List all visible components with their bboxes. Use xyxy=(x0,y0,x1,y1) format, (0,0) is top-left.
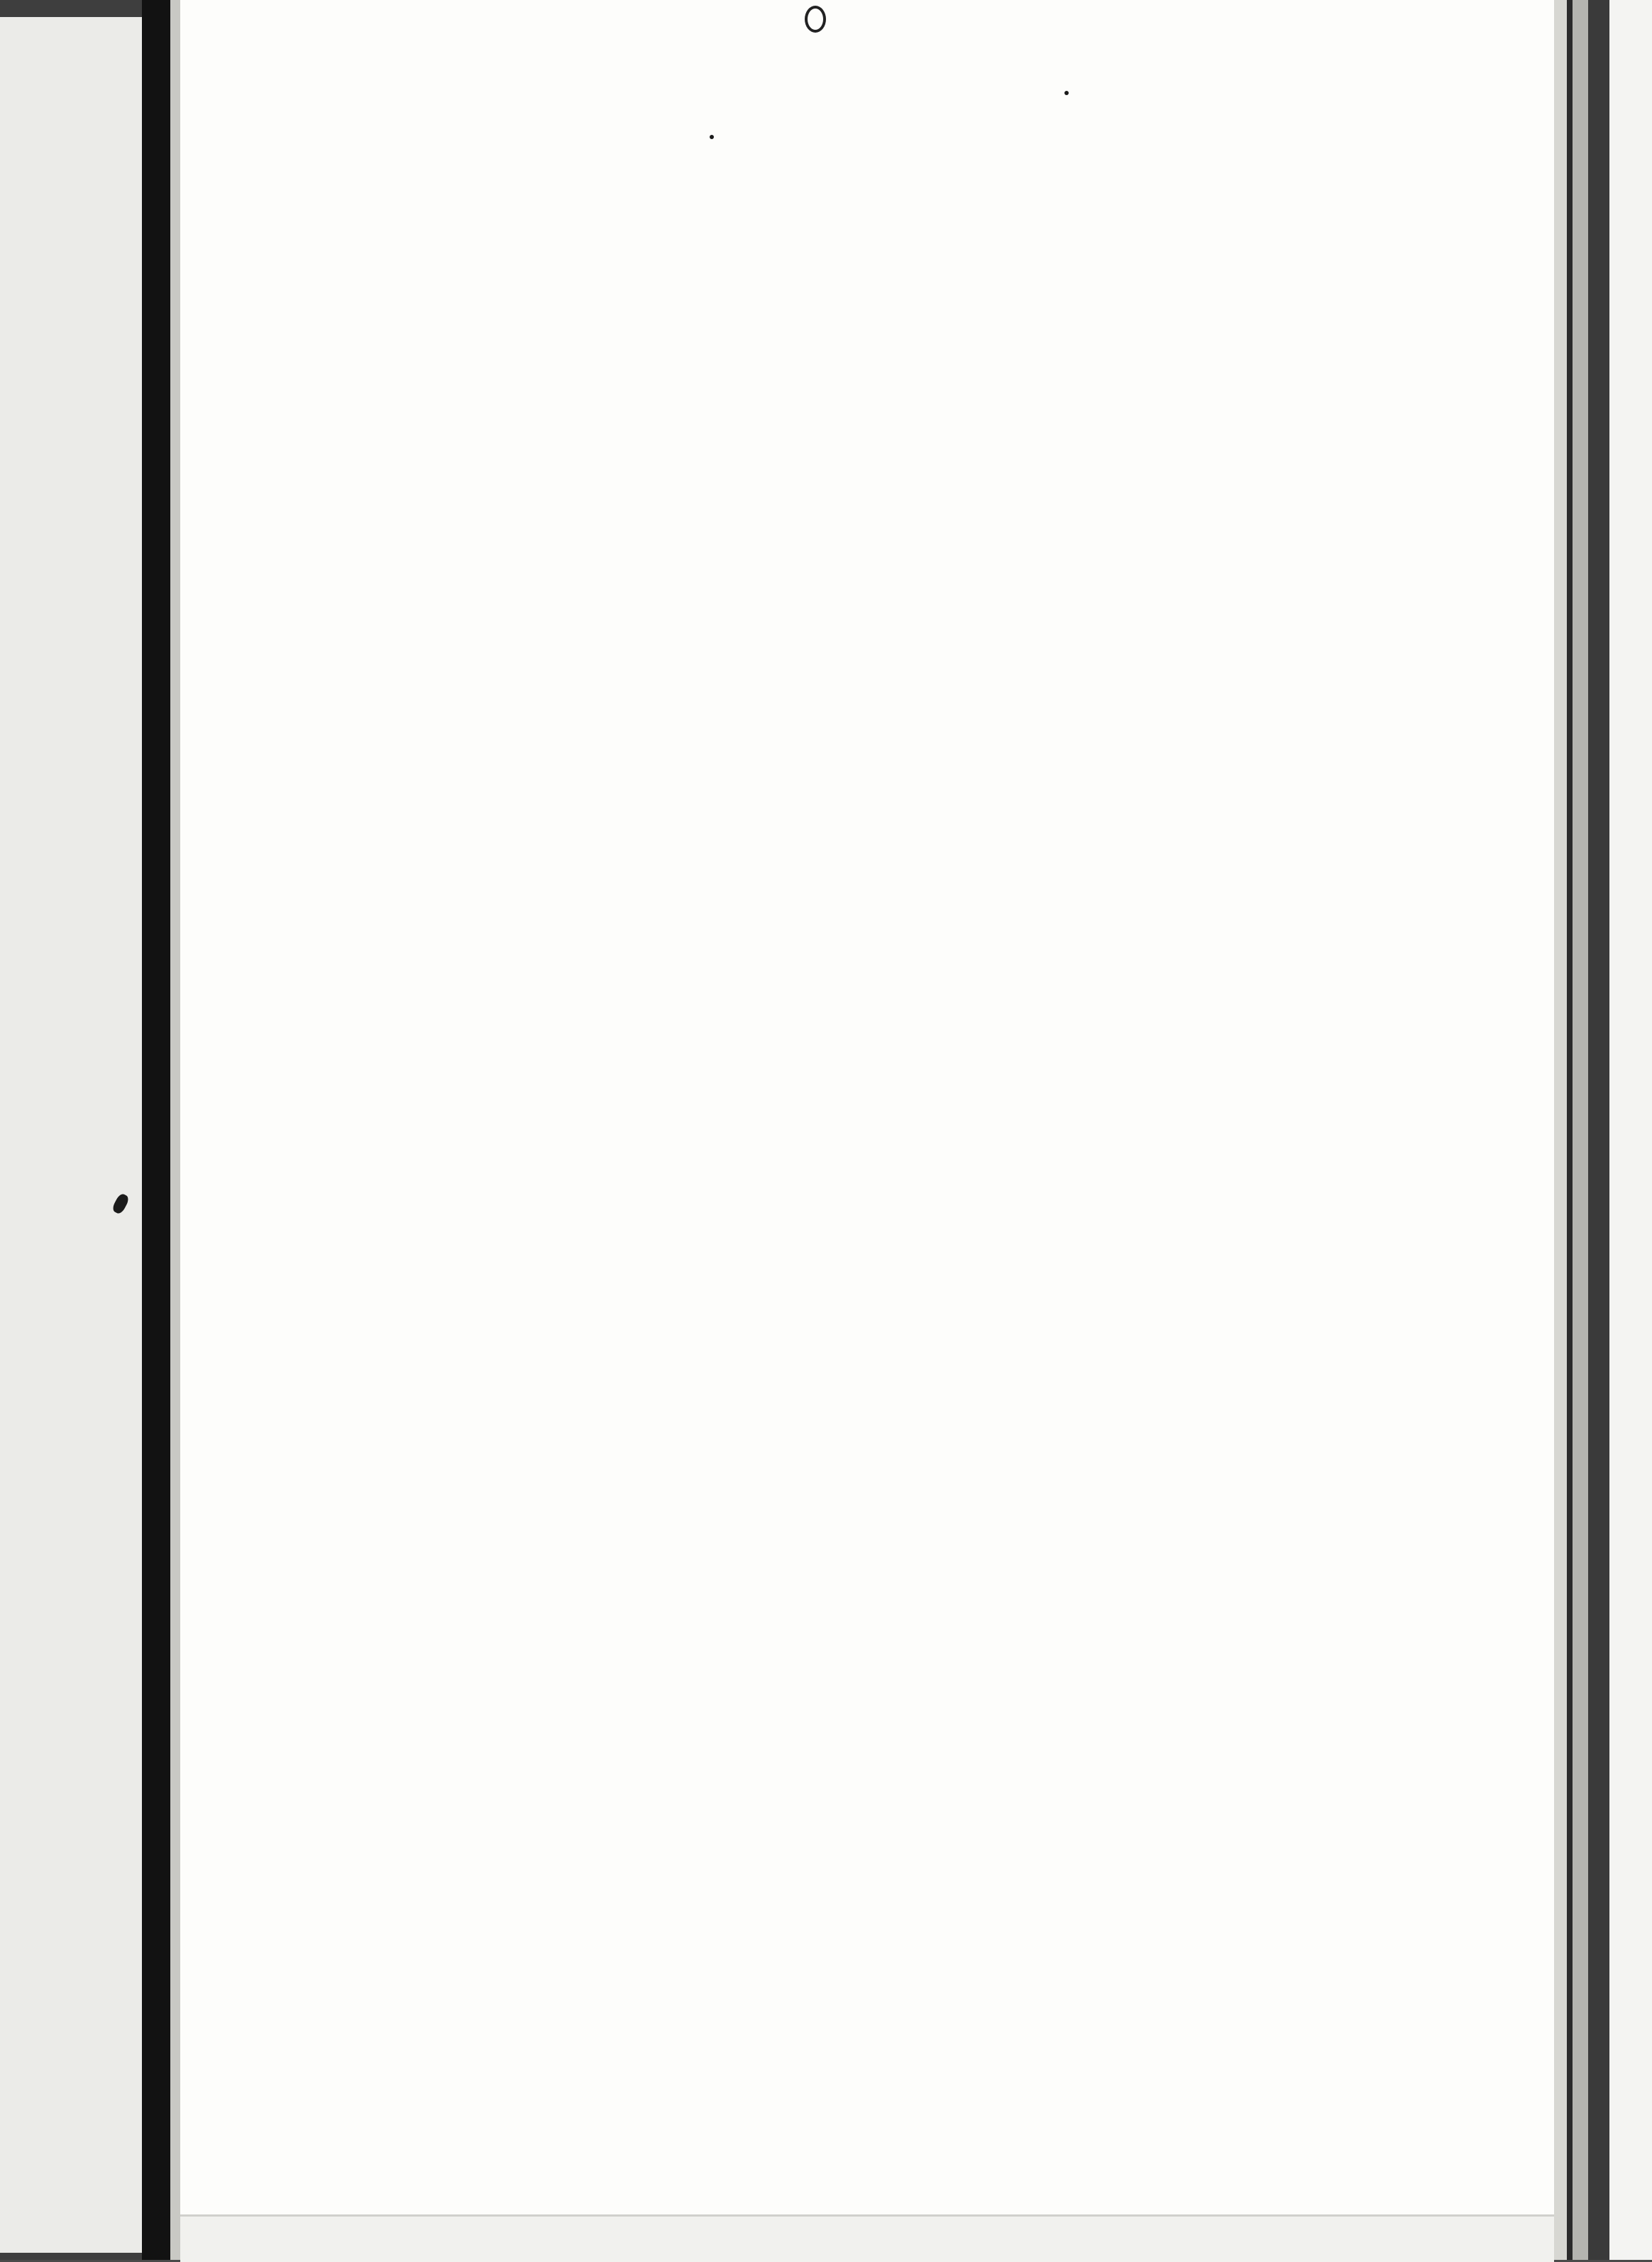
page-edge xyxy=(1588,0,1609,2260)
previous-page-fragment xyxy=(0,17,142,2253)
page xyxy=(180,0,1554,2260)
page-edge xyxy=(1609,0,1652,2260)
page-edge xyxy=(1554,0,1567,2260)
ink-speck xyxy=(710,135,714,139)
page-edge xyxy=(1567,0,1573,2260)
ink-speck xyxy=(1064,91,1069,95)
page-bottom-edge xyxy=(180,2214,1554,2262)
page-edge xyxy=(1573,0,1588,2260)
book-gutter xyxy=(142,0,170,2260)
ink-speck xyxy=(805,6,826,33)
gutter-edge xyxy=(170,0,180,2260)
